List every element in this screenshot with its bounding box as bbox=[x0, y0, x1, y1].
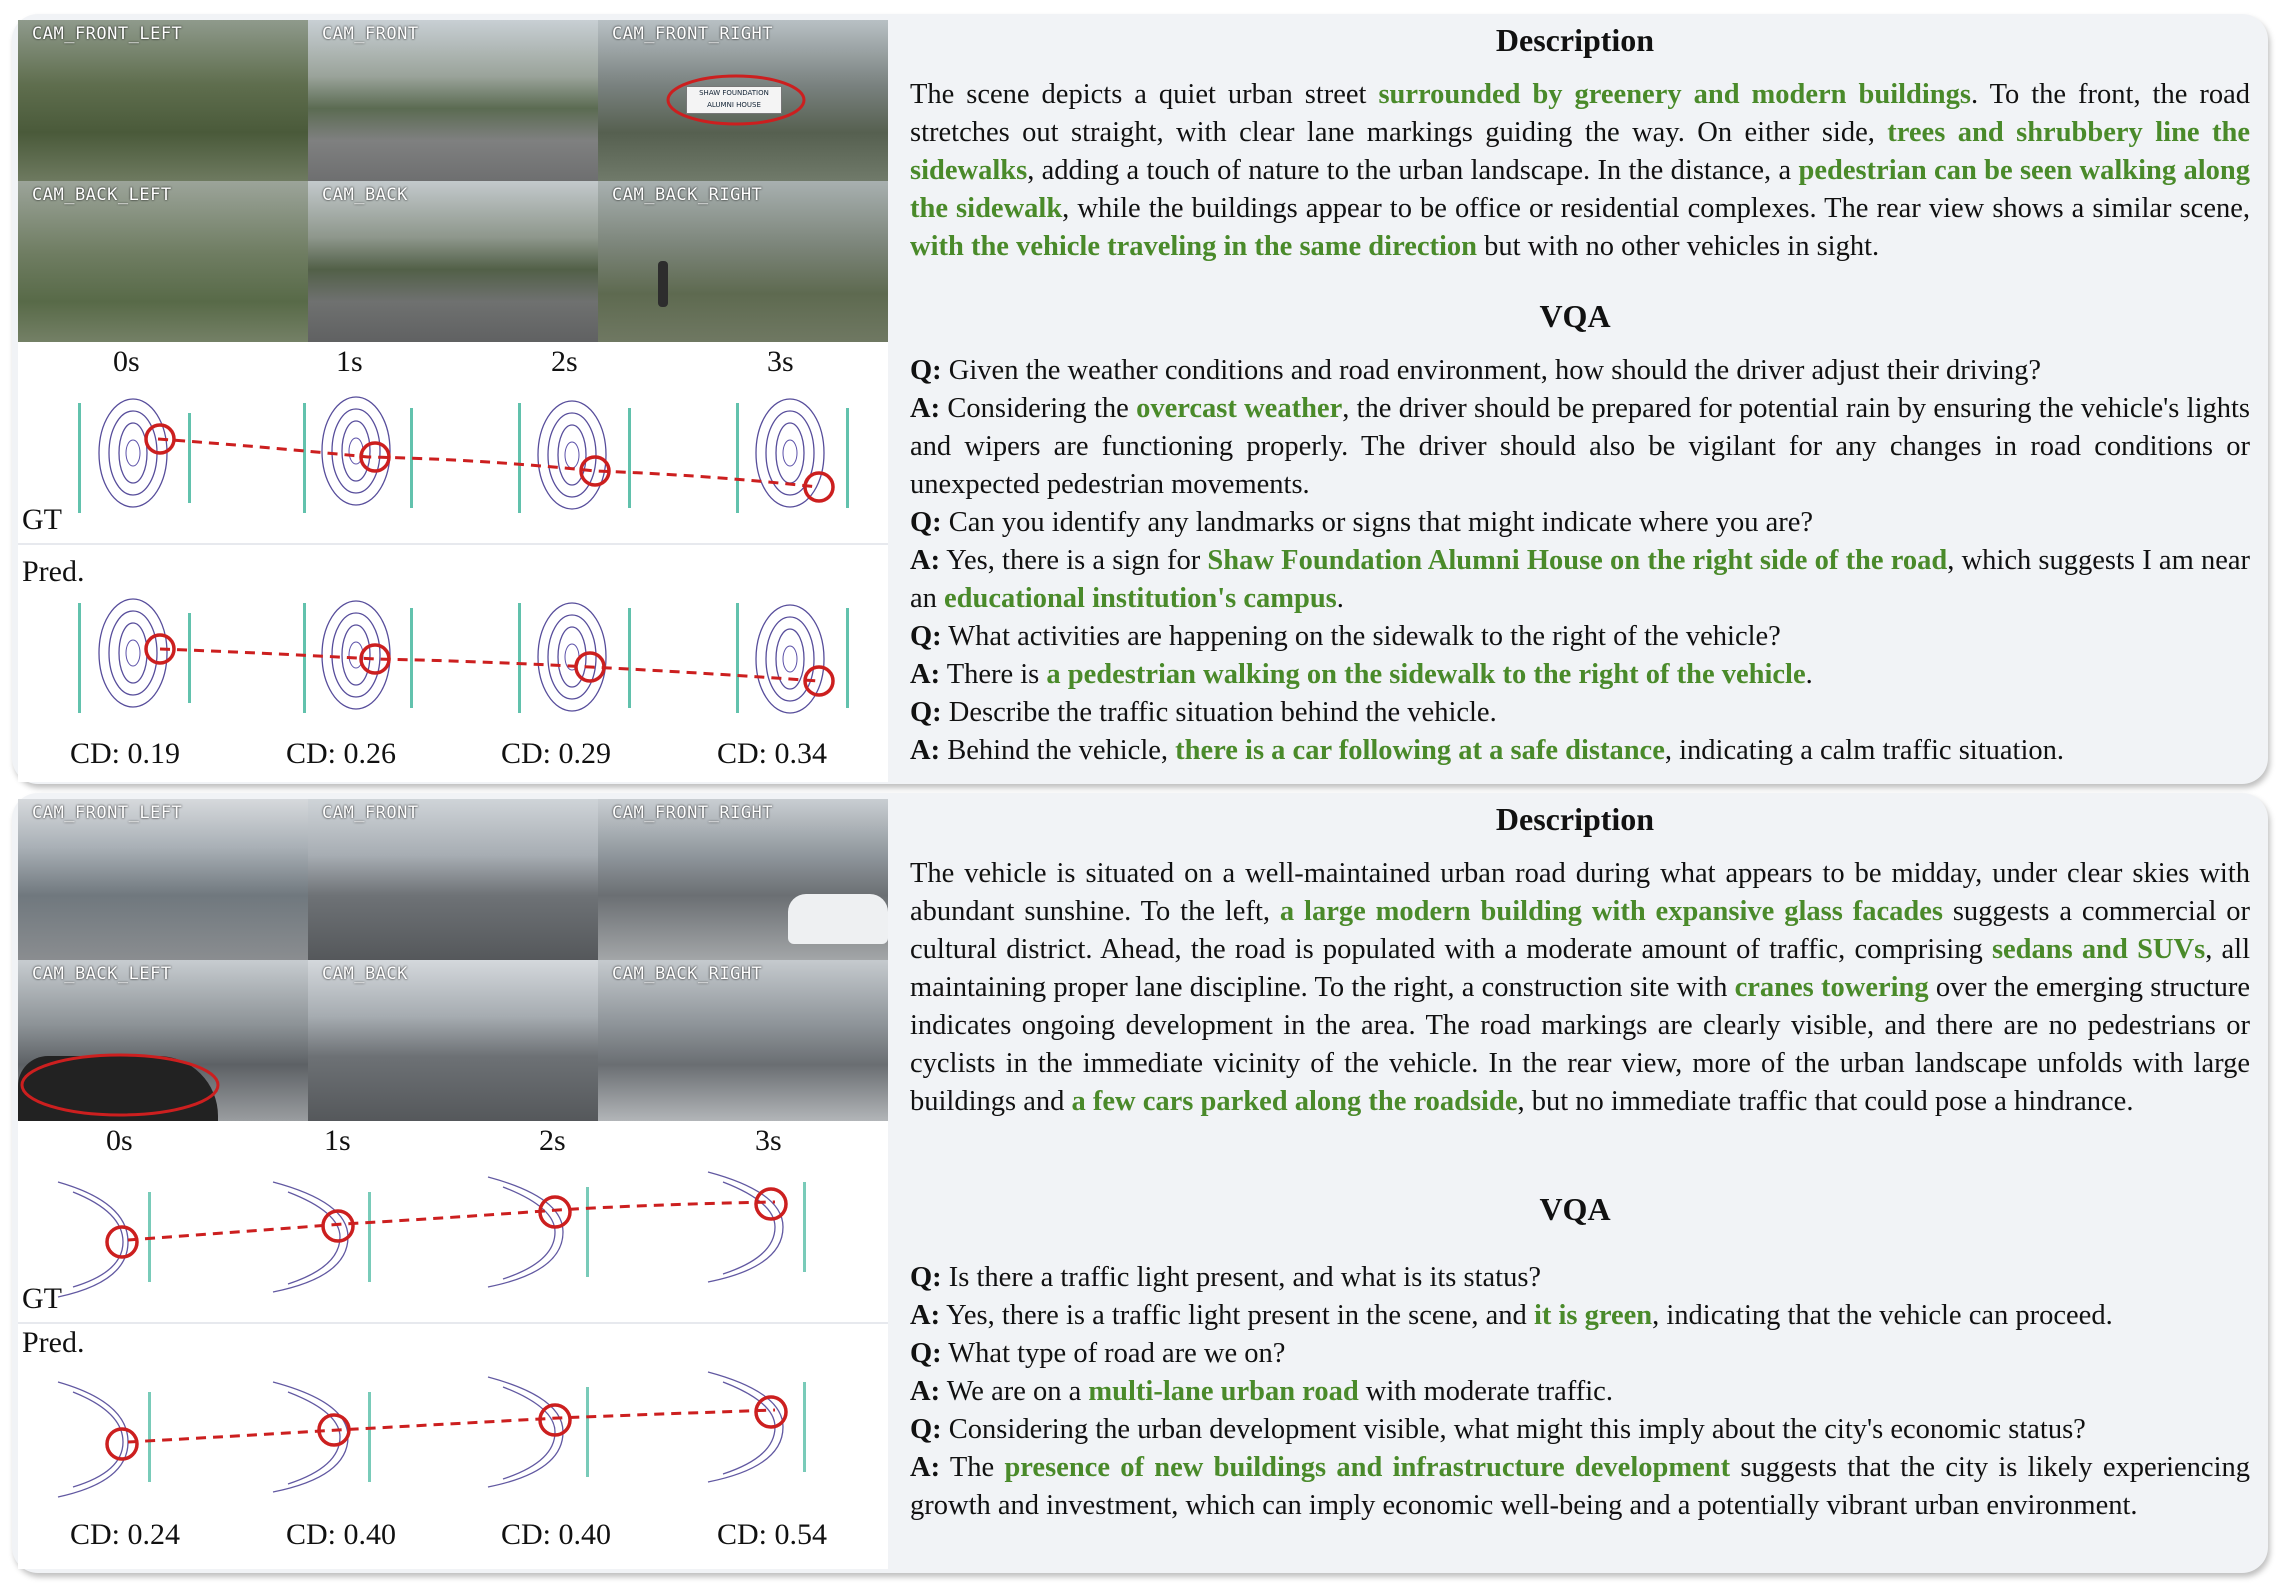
question-marker: Q: bbox=[910, 621, 942, 652]
text-run: , all maintaining proper lane discipline. To the right, a construction site with bbox=[910, 934, 2250, 1003]
answer-marker: A: bbox=[910, 735, 941, 766]
camera-label: CAM_FRONT bbox=[322, 803, 419, 823]
text-run: with moderate traffic. bbox=[1358, 1376, 1613, 1407]
gt-row-label: GT bbox=[22, 503, 62, 536]
text-run: Is there a traffic light present, and what is its status? bbox=[941, 1262, 1542, 1293]
camera-grid-1 bbox=[18, 20, 888, 343]
parked-car bbox=[788, 894, 888, 944]
question-line bbox=[910, 1335, 2250, 1373]
highlighted-phrase: a large modern building with expansive glass facades bbox=[1279, 896, 1943, 927]
question-marker: Q: bbox=[910, 697, 942, 728]
question-line bbox=[910, 618, 2250, 656]
cd-score: CD: 0.19 bbox=[70, 737, 181, 770]
text-column-2 bbox=[890, 793, 2260, 1573]
time-label: 1s bbox=[324, 1124, 351, 1157]
highlighted-phrase: it is green bbox=[1533, 1300, 1653, 1331]
question-marker: Q: bbox=[910, 507, 942, 538]
text-run: , the driver should be prepared for potential rain by ensuring the vehicle's lights and wipers are functioning properly. The driver should also be vigilant for any changes in road conditions or unexpected pedestrian movements. bbox=[910, 393, 2250, 500]
answer-line bbox=[910, 1449, 2250, 1525]
camera-image bbox=[308, 960, 598, 1121]
cd-score: CD: 0.26 bbox=[286, 737, 397, 770]
text-run: Considering the bbox=[940, 393, 1137, 424]
pred-lidar-row bbox=[18, 583, 888, 733]
pred-row-label: Pred. bbox=[22, 1326, 85, 1359]
answer-marker: A: bbox=[910, 659, 941, 690]
text-column-1 bbox=[890, 14, 2260, 784]
vqa-list bbox=[910, 352, 2250, 770]
vqa-heading: VQA bbox=[1539, 298, 1611, 334]
cd-score: CD: 0.29 bbox=[501, 737, 612, 770]
answer-marker: A: bbox=[910, 1300, 941, 1331]
text-run: . bbox=[1336, 583, 1344, 614]
time-label: 3s bbox=[755, 1124, 782, 1157]
camera-grid-2 bbox=[18, 799, 888, 1122]
answer-marker: A: bbox=[910, 1376, 941, 1407]
question-marker: Q: bbox=[910, 1414, 942, 1445]
camera-image bbox=[18, 20, 308, 181]
answer-line bbox=[910, 732, 2250, 770]
text-run: There is bbox=[940, 659, 1047, 690]
text-run: Describe the traffic situation behind the vehicle. bbox=[941, 697, 1497, 728]
camera-image bbox=[598, 181, 888, 342]
text-run: What activities are happening on the sidewalk to the right of the vehicle? bbox=[941, 621, 1781, 652]
question-marker: Q: bbox=[910, 1338, 942, 1369]
answer-line bbox=[910, 542, 2250, 618]
camera-image bbox=[308, 20, 598, 181]
text-run: What type of road are we on? bbox=[941, 1338, 1286, 1369]
answer-line bbox=[910, 1297, 2250, 1335]
cd-score: CD: 0.34 bbox=[717, 737, 828, 770]
question-line bbox=[910, 1259, 2250, 1297]
camera-label: CAM_BACK bbox=[322, 964, 408, 984]
gt-lidar-row bbox=[18, 383, 888, 533]
text-run: We are on a bbox=[940, 1376, 1089, 1407]
camera-image bbox=[598, 20, 888, 181]
answer-line bbox=[910, 656, 2250, 694]
time-label: 0s bbox=[113, 345, 140, 378]
highlighted-phrase: with the vehicle traveling in the same direction bbox=[910, 231, 1478, 262]
gt-row-label: GT bbox=[22, 1282, 62, 1315]
description-heading: Description bbox=[1495, 801, 1655, 837]
trajectory-timeline-2 bbox=[18, 1122, 888, 1562]
highlighted-phrase: Shaw Foundation Alumni House on the right side of the road bbox=[1207, 545, 1948, 576]
text-run: , indicating a calm traffic situation. bbox=[1664, 735, 2064, 766]
text-run: Given the weather conditions and road environment, how should the driver adjust their driving? bbox=[941, 355, 2042, 386]
answer-marker: A: bbox=[910, 393, 941, 424]
camera-image bbox=[308, 799, 598, 960]
pred-lidar-row bbox=[18, 1362, 888, 1512]
gt-lidar-row bbox=[18, 1162, 888, 1312]
camera-image bbox=[308, 181, 598, 342]
text-run: , indicating that the vehicle can proceed. bbox=[1652, 1300, 2113, 1331]
highlighted-phrase: educational institution's campus bbox=[944, 583, 1337, 614]
text-run: Yes, there is a traffic light present in the scene, and bbox=[940, 1300, 1534, 1331]
answer-marker: A: bbox=[910, 545, 941, 576]
visual-column-1 bbox=[18, 20, 888, 782]
question-line bbox=[910, 1411, 2250, 1449]
highlight-ellipse bbox=[598, 20, 888, 181]
highlighted-phrase: sedans and SUVs bbox=[1991, 934, 2206, 965]
highlighted-phrase: overcast weather bbox=[1136, 393, 1343, 424]
text-run: suggests that the city is likely experiencing growth and investment, which can imply economic well-being and a potentially vibrant urban environment. bbox=[910, 1452, 2250, 1521]
camera-label: CAM_BACK_LEFT bbox=[32, 185, 172, 205]
camera-image bbox=[18, 181, 308, 342]
text-run: . bbox=[1805, 659, 1813, 690]
question-line bbox=[910, 352, 2250, 390]
text-run: The scene depicts a quiet urban street bbox=[910, 79, 1379, 110]
text-run: suggests a commercial or cultural district. Ahead, the road is populated with a moderate amount of traffic, comprising bbox=[910, 896, 2251, 965]
text-run: , adding a touch of nature to the urban landscape. In the distance, a bbox=[1027, 155, 1799, 186]
visual-column-2 bbox=[18, 799, 888, 1569]
answer-line bbox=[910, 1373, 2250, 1411]
question-marker: Q: bbox=[910, 1262, 942, 1293]
example-panel-1 bbox=[12, 14, 2268, 784]
text-run: but with no other vehicles in sight. bbox=[1477, 231, 1880, 262]
time-label: 2s bbox=[551, 345, 578, 378]
camera-image bbox=[598, 799, 888, 960]
answer-line bbox=[910, 390, 2250, 504]
camera-label: CAM_FRONT_LEFT bbox=[32, 24, 183, 44]
question-line bbox=[910, 504, 2250, 542]
text-run: . To the front, the road stretches out straight, with clear lane markings guiding the way. On either side, bbox=[910, 79, 2250, 148]
highlighted-phrase: a few cars parked along the roadside bbox=[1071, 1086, 1518, 1117]
text-run: Can you identify any landmarks or signs that might indicate where you are? bbox=[941, 507, 1814, 538]
text-run: The vehicle is situated on a well-maintained urban road during what appears to be midday, under clear skies with abundant sunshine. To the left, bbox=[910, 858, 2250, 927]
highlighted-phrase: presence of new buildings and infrastructure development bbox=[1004, 1452, 1731, 1483]
description-text bbox=[910, 76, 2250, 266]
time-label: 1s bbox=[336, 345, 363, 378]
camera-image bbox=[18, 960, 308, 1121]
text-run: , which suggests I am near an bbox=[910, 545, 2250, 614]
cd-score: CD: 0.40 bbox=[501, 1518, 612, 1551]
camera-label: CAM_BACK_LEFT bbox=[32, 964, 172, 984]
camera-image bbox=[18, 799, 308, 960]
pedestrian-figure bbox=[658, 261, 668, 307]
row-divider bbox=[18, 1322, 888, 1324]
highlight-ellipse bbox=[18, 960, 308, 1121]
pred-row-label: Pred. bbox=[22, 555, 85, 588]
highlighted-phrase: a pedestrian walking on the sidewalk to the right of the vehicle bbox=[1046, 659, 1806, 690]
highlighted-phrase: pedestrian can be seen walking along the sidewalk bbox=[910, 155, 2250, 224]
text-run: , but no immediate traffic that could pose a hindrance. bbox=[1517, 1086, 2134, 1117]
highlighted-phrase: trees and shrubbery line the sidewalks bbox=[910, 117, 2250, 186]
alumni-house-sign: SHAW FOUNDATION ALUMNI HOUSE bbox=[686, 86, 782, 114]
text-run: Behind the vehicle, bbox=[940, 735, 1176, 766]
text-run: Yes, there is a sign for bbox=[940, 545, 1208, 576]
question-line bbox=[910, 694, 2250, 732]
text-run: Considering the urban development visible, what might this imply about the city's economic status? bbox=[941, 1414, 2086, 1445]
time-label: 0s bbox=[106, 1124, 133, 1157]
highlighted-phrase: multi-lane urban road bbox=[1088, 1376, 1359, 1407]
row-divider bbox=[18, 543, 888, 545]
text-run: over the emerging structure indicates ongoing development in the area. The road markings are clearly visible, and there are no pedestrians or cyclists in the immediate vicinity of the vehicle. In the rear view, more of the urban landscape unfolds with large buildings and bbox=[910, 972, 2251, 1117]
text-run: , while the buildings appear to be office or residential complexes. The rear view shows a similar scene, bbox=[1062, 193, 2250, 224]
highlighted-phrase: surrounded by greenery and modern buildings bbox=[1378, 79, 1971, 110]
camera-label: CAM_BACK_RIGHT bbox=[612, 964, 763, 984]
camera-label: CAM_FRONT bbox=[322, 24, 419, 44]
cd-score: CD: 0.40 bbox=[286, 1518, 397, 1551]
example-panel-2 bbox=[12, 793, 2268, 1573]
camera-label: CAM_BACK bbox=[322, 185, 408, 205]
cd-score: CD: 0.24 bbox=[70, 1518, 181, 1551]
camera-label: CAM_FRONT_RIGHT bbox=[612, 803, 774, 823]
description-heading: Description bbox=[1495, 22, 1655, 58]
question-marker: Q: bbox=[910, 355, 942, 386]
description-text bbox=[910, 855, 2250, 1121]
vqa-heading: VQA bbox=[1539, 1191, 1611, 1227]
time-label: 2s bbox=[539, 1124, 566, 1157]
text-run: The bbox=[940, 1452, 1005, 1483]
highlighted-phrase: there is a car following at a safe distance bbox=[1175, 735, 1665, 766]
time-label: 3s bbox=[767, 345, 794, 378]
vqa-list bbox=[910, 1259, 2250, 1525]
cd-score: CD: 0.54 bbox=[717, 1518, 828, 1551]
answer-marker: A: bbox=[910, 1452, 941, 1483]
highlighted-phrase: cranes towering bbox=[1734, 972, 1929, 1003]
camera-label: CAM_BACK_RIGHT bbox=[612, 185, 763, 205]
camera-label: CAM_FRONT_RIGHT bbox=[612, 24, 774, 44]
camera-label: CAM_FRONT_LEFT bbox=[32, 803, 183, 823]
trajectory-timeline-1 bbox=[18, 343, 888, 783]
camera-image bbox=[598, 960, 888, 1121]
